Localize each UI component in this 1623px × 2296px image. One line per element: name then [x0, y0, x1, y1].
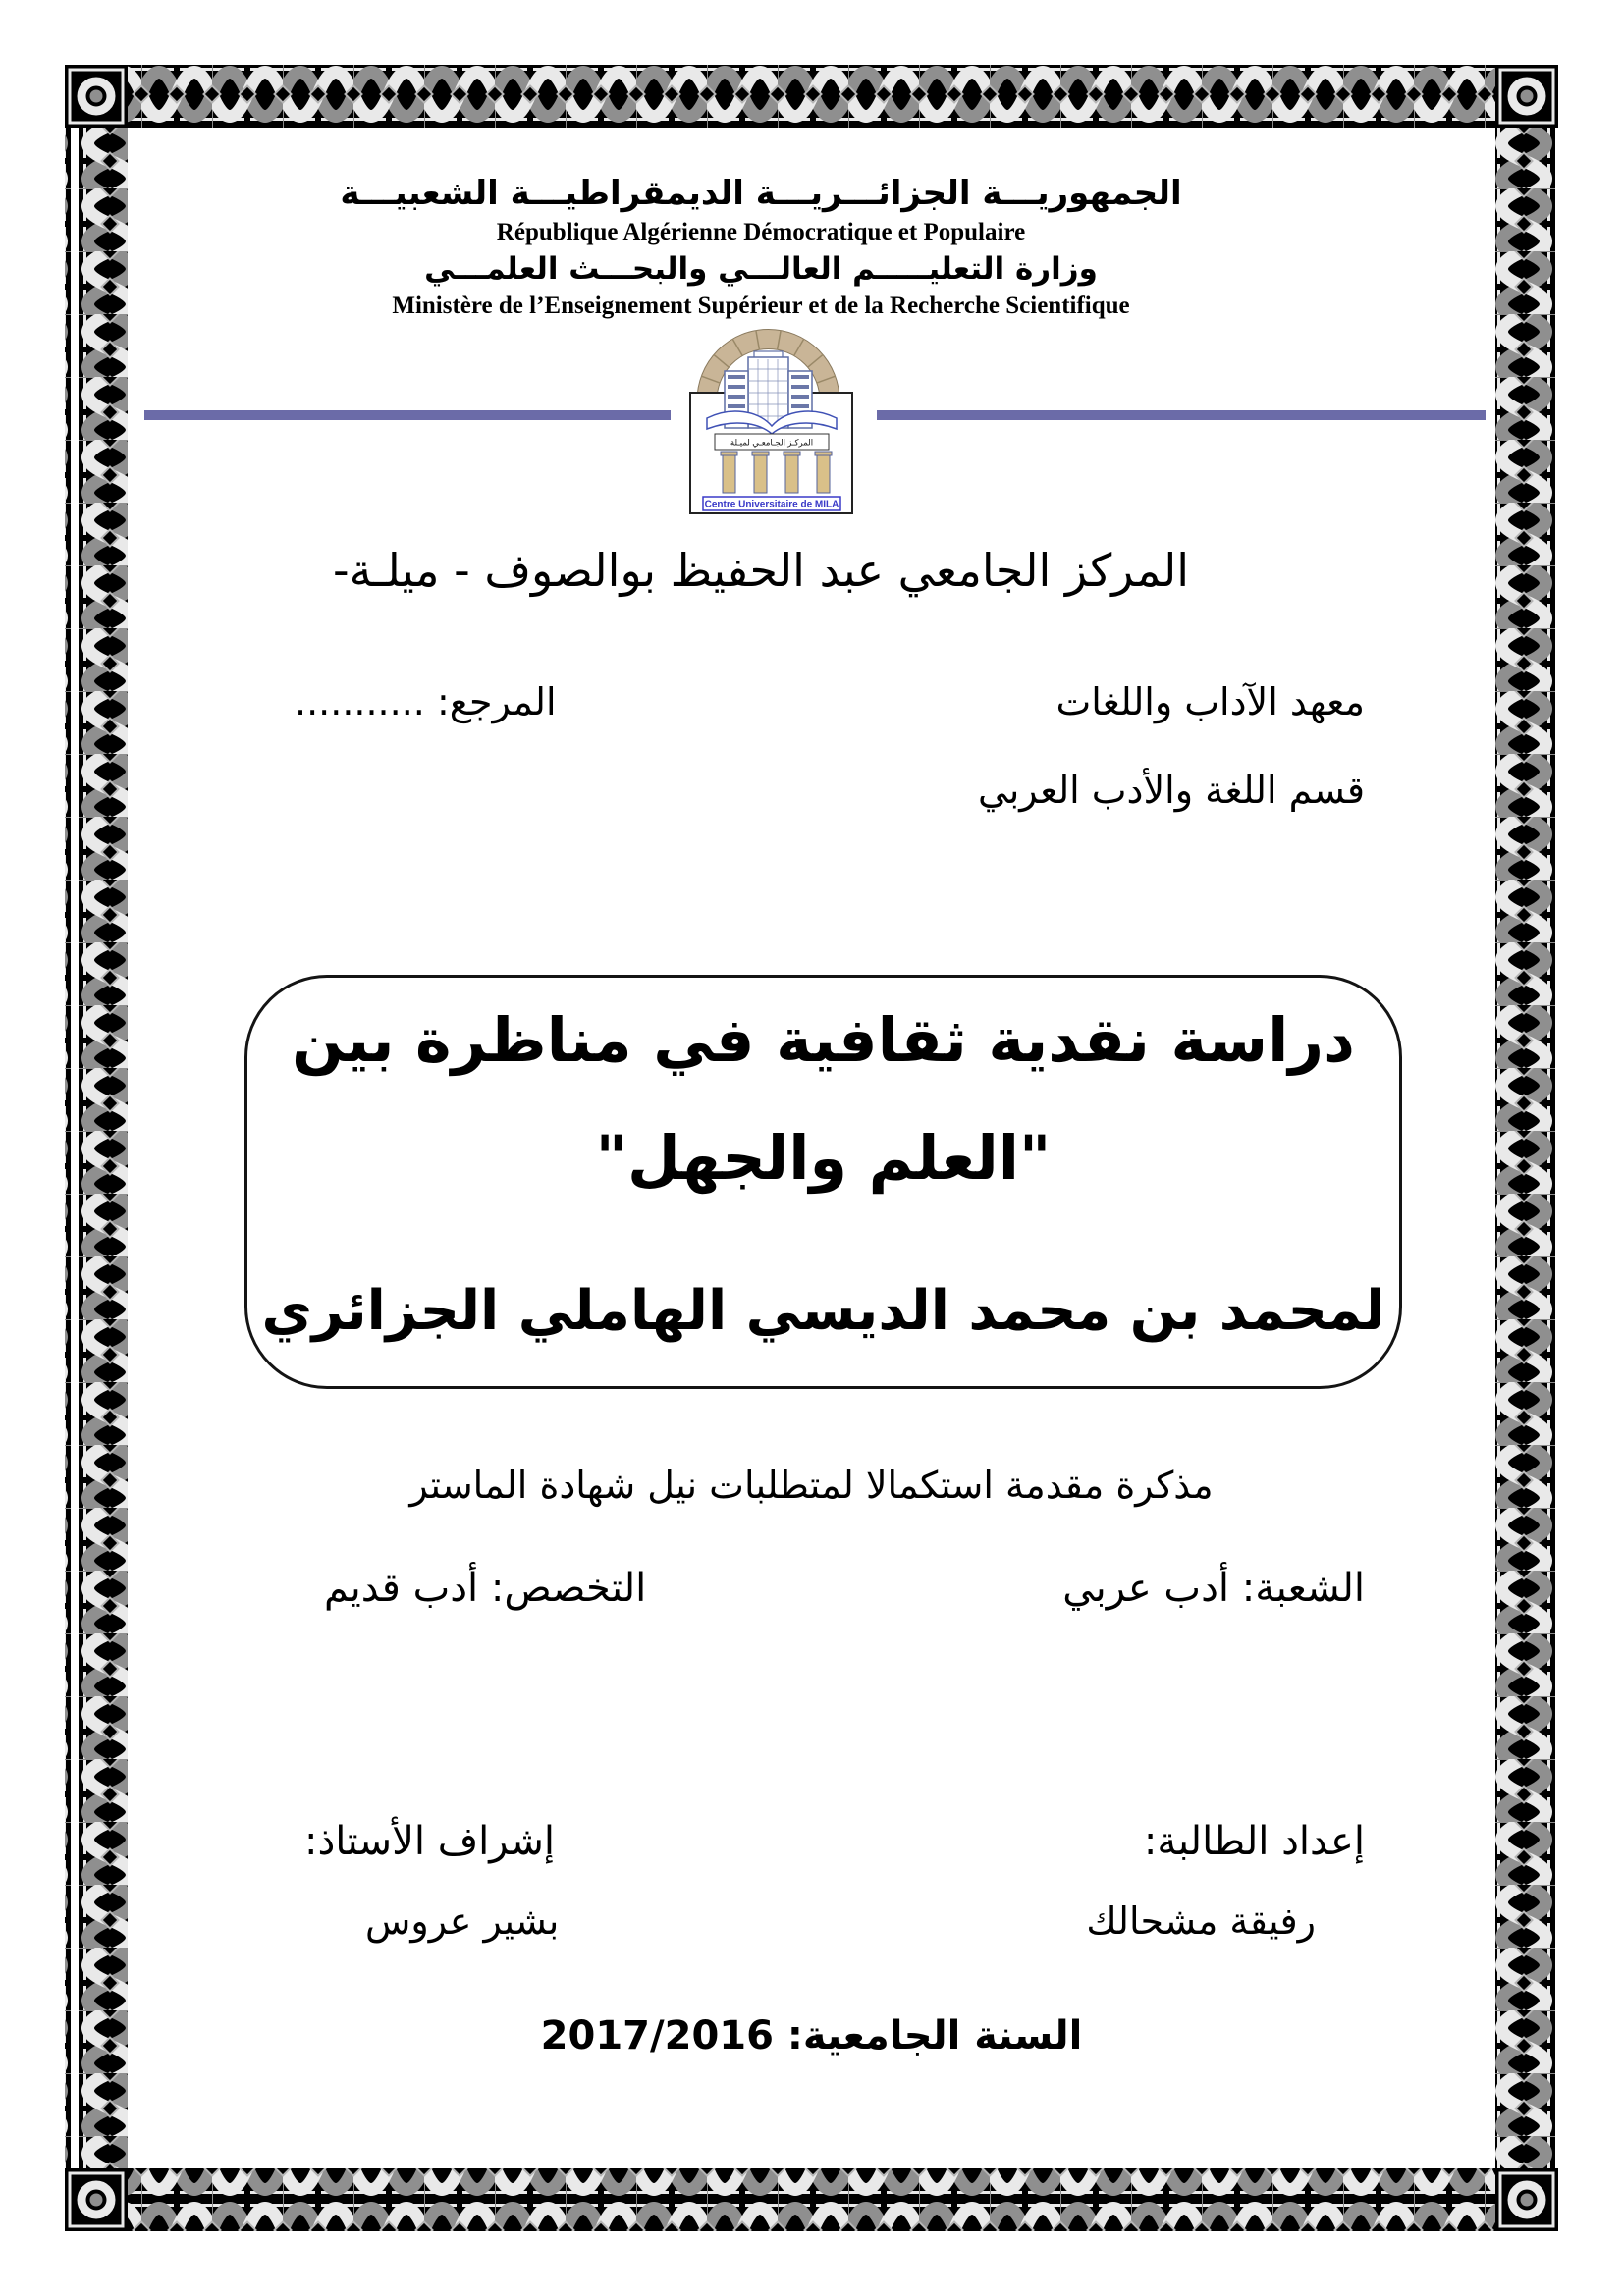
republic-name-fr: République Algérienne Démocratique et Populaire [496, 219, 1026, 245]
logo-caption-text: Centre Universitaire de MILA [704, 499, 839, 510]
border-corner [65, 65, 128, 128]
border-corner [1495, 2168, 1558, 2231]
horizontal-rule-right [877, 410, 1486, 420]
thesis-title-box [244, 975, 1402, 1389]
supervisor-name: بشير عروس [365, 1899, 560, 1943]
institute-name: معهد الآداب واللغات [1055, 680, 1365, 723]
university-name: المركز الجامعي عبد الحفيظ بوالصوف - ميلـة- [332, 544, 1190, 597]
student-name: رفيقة مشحالك [1086, 1899, 1316, 1943]
prepared-by-label: إعداد الطالبة: [1143, 1819, 1365, 1864]
thesis-title-line2: "العلم والجهل" [595, 1122, 1052, 1194]
border-corner [1495, 65, 1558, 128]
header-block [108, 171, 1414, 322]
university-logo [687, 324, 856, 516]
thesis-title-line1: دراسة نقدية ثقافية في مناظرة بين [292, 1004, 1355, 1076]
branch-field: الشعبة: أدب عربي [1062, 1566, 1365, 1611]
ministry-name-fr: Ministère de l’Enseignement Supérieur et de la Recherche Scientifique [392, 293, 1130, 319]
reference-field: المرجع: ........... [295, 680, 557, 723]
thesis-title-line3: لمحمد بن محمد الديسي الهاملي الجزائري [261, 1279, 1385, 1343]
ministry-name-ar: وزارة التعليـــــم العالـــي والبحـــث العلمـــي [424, 251, 1098, 287]
department-name: قسم اللغة والأدب العربي [978, 769, 1365, 812]
supervisor-label: إشراف الأستاذ: [304, 1819, 555, 1864]
academic-year: السنة الجامعية: 2017/2016 [540, 2013, 1083, 2058]
logo-banner-text: المركـز الجـامعـي لميـلة [730, 437, 814, 448]
memoir-type-line: مذكرة مقدمة استكمالا لمتطلبات نيل شهادة الماستر [409, 1464, 1214, 1507]
republic-name-ar: الجمهوريـــة الجزائـــريـــة الديمقراطيـــة الشعبيـــة [340, 174, 1182, 213]
specialty-field: التخصص: أدب قديم [324, 1566, 647, 1611]
horizontal-rule-left [144, 410, 671, 420]
border-corner [65, 2168, 128, 2231]
